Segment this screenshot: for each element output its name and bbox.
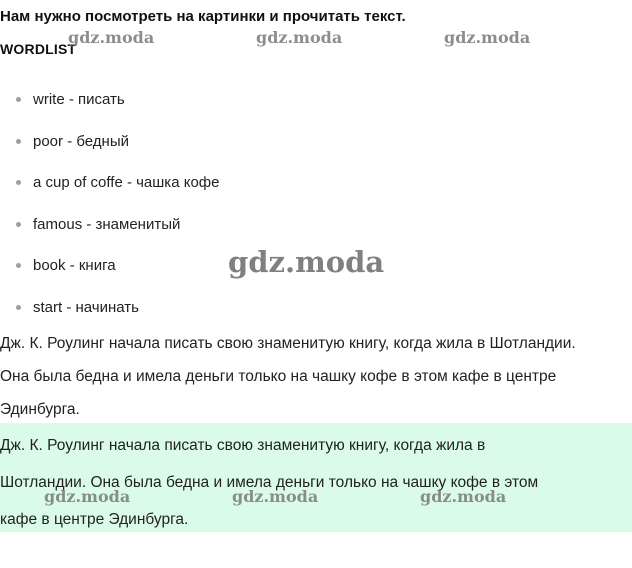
- paragraph-line: Эдинбурга.: [0, 401, 80, 418]
- paragraph-line: Дж. К. Роулинг начала писать свою знаменитую книгу, когда жила в Шотландии.: [0, 335, 576, 352]
- watermark-logo: gdz.moda: [256, 28, 343, 47]
- answer-line: Дж. К. Роулинг начала писать свою знаменитую книгу, когда жила в: [0, 437, 486, 454]
- list-item: [0, 213, 219, 255]
- answer-line: кафе в центре Эдинбурга.: [0, 511, 189, 528]
- list-item: [0, 171, 219, 213]
- list-item-text: a cup of coffe - чашка кофе: [33, 174, 220, 192]
- reading-paragraph: [0, 327, 632, 426]
- answer-block: [0, 423, 632, 532]
- task-title: Нам нужно посмотреть на картинки и прочитать текст.: [0, 8, 406, 25]
- list-item-text: write - писать: [33, 91, 125, 108]
- bullet-icon: [16, 180, 21, 185]
- watermark-logo: gdz.moda: [232, 487, 319, 506]
- answer-line: Шотландии. Она была бедна и имела деньги только на чашку кофе в этом: [0, 474, 539, 491]
- list-item-text: poor - бедный: [33, 132, 129, 150]
- paragraph-line: Она была бедна и имела деньги только на чашку кофе в этом кафе в центре: [0, 368, 557, 385]
- bullet-icon: [16, 139, 21, 144]
- list-item: [0, 88, 219, 130]
- list-item: [0, 130, 219, 172]
- list-item-text: book - книга: [33, 257, 116, 275]
- list-item-text: famous - знаменитый: [33, 215, 181, 233]
- list-item-text: start - начинать: [33, 298, 139, 316]
- watermark-logo: gdz.moda: [444, 28, 531, 47]
- watermark-logo: gdz.moda: [44, 487, 131, 506]
- bullet-icon: [16, 97, 21, 102]
- wordlist-heading: WORDLIST: [0, 41, 77, 57]
- bullet-icon: [16, 222, 21, 227]
- bullet-icon: [16, 305, 21, 310]
- bullet-icon: [16, 263, 21, 268]
- watermark-logo: gdz.moda: [68, 28, 155, 47]
- list-item: [0, 254, 219, 296]
- watermark-logo: gdz.moda: [228, 245, 385, 279]
- watermark-logo: gdz.moda: [420, 487, 507, 506]
- wordlist: [0, 88, 219, 338]
